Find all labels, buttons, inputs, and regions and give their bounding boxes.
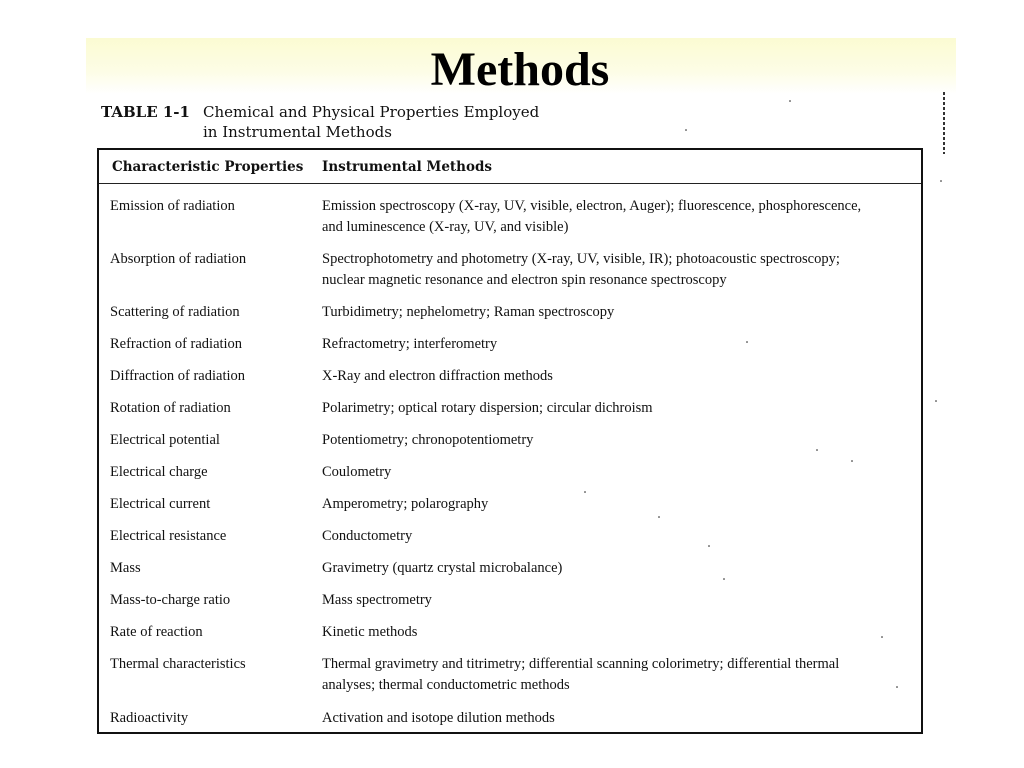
methods-cell bbox=[322, 654, 922, 696]
property-cell: Mass bbox=[110, 560, 141, 576]
methods-cell: Gravimetry (quartz crystal microbalance) bbox=[322, 560, 563, 576]
scan-speck bbox=[851, 460, 853, 462]
property-cell: Electrical charge bbox=[110, 464, 208, 480]
slide-title: Methods bbox=[430, 43, 610, 96]
column-header-methods: Instrumental Methods bbox=[322, 159, 493, 175]
property-cell: Rate of reaction bbox=[110, 624, 203, 640]
scan-speck bbox=[896, 686, 898, 688]
methods-cell bbox=[322, 196, 922, 238]
methods-cell: Amperometry; polarography bbox=[322, 496, 489, 512]
methods-cell: Kinetic methods bbox=[322, 624, 418, 640]
methods-line: analyses; thermal conductometric methods bbox=[322, 677, 570, 693]
property-cell: Rotation of radiation bbox=[110, 400, 231, 416]
methods-cell: Refractometry; interferometry bbox=[322, 336, 498, 352]
scan-edge-mark bbox=[943, 92, 945, 154]
table-number: TABLE 1-1 bbox=[101, 103, 190, 121]
scan-speck bbox=[584, 491, 586, 493]
methods-cell: Activation and isotope dilution methods bbox=[322, 710, 555, 726]
methods-line: nuclear magnetic resonance and electron spin resonance spectroscopy bbox=[322, 272, 727, 288]
scan-speck bbox=[935, 400, 937, 402]
scan-speck bbox=[789, 100, 791, 102]
property-cell: Absorption of radiation bbox=[110, 251, 247, 267]
property-cell: Radioactivity bbox=[110, 710, 189, 726]
methods-cell: Turbidimetry; nephelometry; Raman spectroscopy bbox=[322, 304, 615, 320]
property-cell: Refraction of radiation bbox=[110, 336, 243, 352]
properties-table bbox=[97, 148, 923, 734]
table-caption-text bbox=[203, 102, 539, 142]
scan-speck bbox=[658, 516, 660, 518]
property-cell: Diffraction of radiation bbox=[110, 368, 246, 384]
property-cell: Electrical resistance bbox=[110, 528, 227, 544]
property-cell: Scattering of radiation bbox=[110, 304, 240, 320]
scan-speck bbox=[708, 545, 710, 547]
methods-line: Thermal gravimetry and titrimetry; differential scanning colorimetry; differential thermal bbox=[322, 656, 840, 672]
methods-cell: Conductometry bbox=[322, 528, 413, 544]
property-cell: Mass-to-charge ratio bbox=[110, 592, 231, 608]
methods-cell: Coulometry bbox=[322, 464, 392, 480]
scan-speck bbox=[685, 129, 687, 131]
methods-cell: X-Ray and electron diffraction methods bbox=[322, 368, 553, 384]
methods-cell: Mass spectrometry bbox=[322, 592, 432, 608]
property-cell: Thermal characteristics bbox=[110, 656, 246, 672]
scan-speck bbox=[881, 636, 883, 638]
property-cell: Electrical potential bbox=[110, 432, 220, 448]
scan-speck bbox=[746, 341, 748, 343]
caption-line-2: in Instrumental Methods bbox=[203, 123, 392, 141]
methods-cell bbox=[322, 249, 922, 291]
methods-line: Spectrophotometry and photometry (X-ray, UV, visible, IR); photoacoustic spectroscopy; bbox=[322, 251, 840, 267]
column-header-properties: Characteristic Properties bbox=[112, 159, 304, 175]
methods-cell: Potentiometry; chronopotentiometry bbox=[322, 432, 534, 448]
methods-line: and luminescence (X-ray, UV, and visible) bbox=[322, 219, 569, 235]
scan-speck bbox=[940, 180, 942, 182]
property-cell: Emission of radiation bbox=[110, 198, 235, 214]
property-cell: Electrical current bbox=[110, 496, 211, 512]
scan-speck bbox=[723, 578, 725, 580]
methods-line: Emission spectroscopy (X-ray, UV, visible, electron, Auger); fluorescence, phosphorescence, bbox=[322, 198, 862, 214]
caption-line-1: Chemical and Physical Properties Employed bbox=[203, 103, 540, 121]
table-header-row bbox=[99, 150, 921, 184]
scan-speck bbox=[816, 449, 818, 451]
methods-cell: Polarimetry; optical rotary dispersion; circular dichroism bbox=[322, 400, 653, 416]
table-caption bbox=[101, 102, 539, 142]
